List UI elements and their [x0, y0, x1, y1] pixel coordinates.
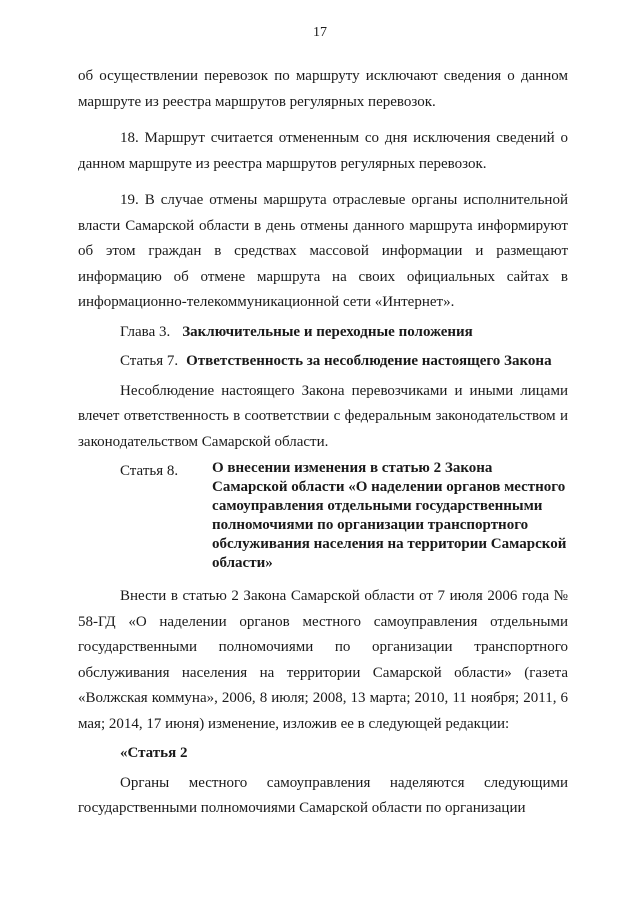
chapter-label: Глава 3.: [120, 323, 171, 340]
article-8-title: О внесении изменения в статью 2 Закона Самарской области «О наделении органов местного самоуправления отдельными государственными полномочиями по организации транспортного обслуживания населения на территории Самарской области»: [212, 460, 567, 571]
article-7-heading: [78, 349, 568, 375]
article-8-label: Статья 8.: [120, 463, 179, 479]
quoted-article-text: Органы местного самоуправления наделяются следующими государственными полномочиями Самарской области по организации: [78, 774, 568, 816]
article-7-text: Несоблюдение настоящего Закона перевозчиками и иными лицами влечет ответственность в соответствии с федеральным законодательством и законодательством Самарской области.: [78, 382, 568, 450]
paragraph-continuation: об осуществлении перевозок по маршруту исключают сведения о данном маршруте из реестра маршрутов регулярных перевозок.: [78, 68, 568, 110]
chapter-title: Заключительные и переходные положения: [182, 323, 473, 340]
article-7-title: Ответственность за несоблюдение настоящего Закона: [186, 353, 552, 369]
page-number: 17: [313, 25, 327, 40]
paragraph-19: 19. В случае отмены маршрута отраслевые органы исполнительной власти Самарской области в день отмены данного маршрута информируют об этом граждан в средствах массовой информации и размещают информацию об отмене маршрута на своих официальных сайтах в информационно-телекоммуникационной сети «Интернет».: [78, 192, 568, 310]
article-7-label: Статья 7.: [120, 353, 179, 369]
paragraph-18: 18. Маршрут считается отмененным со дня исключения сведений о данном маршруте из реестра маршрутов регулярных перевозок.: [78, 130, 568, 172]
quoted-article-label: «Статья 2: [120, 745, 188, 761]
chapter-heading: [78, 320, 568, 346]
document-body: [78, 64, 568, 822]
article-8-text: Внести в статью 2 Закона Самарской области от 7 июля 2006 года № 58-ГД «О наделении органов местного самоуправления отдельными государственными полномочиями по организации транспортного обслуживания населения на территории Самарской области» (газета «Волжская коммуна», 2006, 8 июля; 2008, 13 марта; 2010, 11 ноября; 2011, 6 мая; 2014, 17 июня) изменение, изложив ее в следующей редакции:: [78, 588, 568, 732]
article-8-heading: [78, 459, 568, 573]
